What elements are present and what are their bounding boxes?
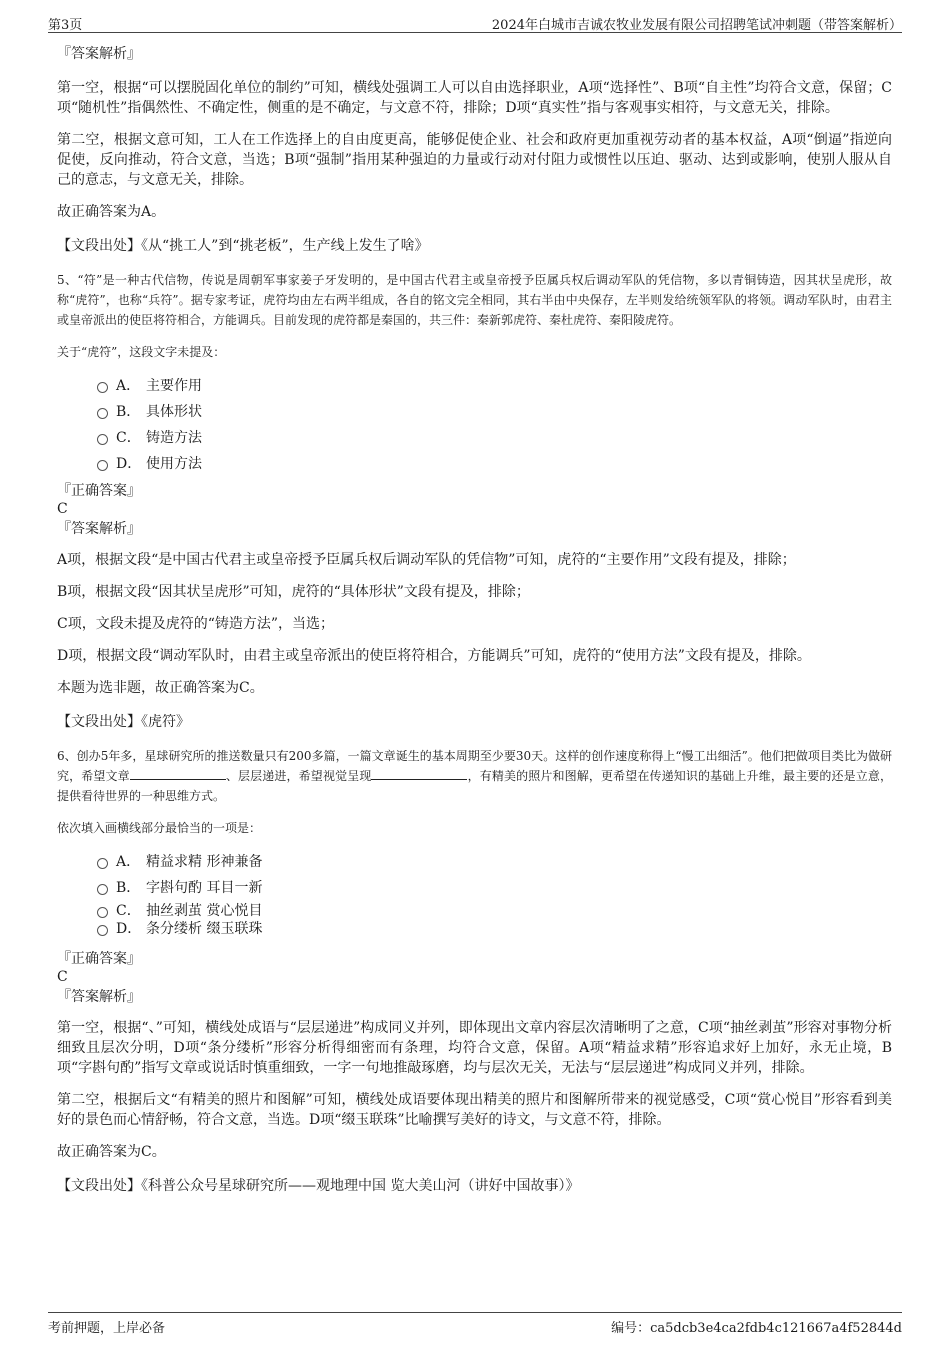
q6-option-a[interactable]: A． 精益求精 形神兼备 [97, 848, 892, 874]
q6-option-c[interactable]: C． 抽丝剥茧 赏心悦目 [97, 900, 892, 920]
q4-analysis-label: 『答案解析』 [57, 46, 141, 62]
q6-correct-answer: C [57, 969, 68, 985]
page-number: 第3页 [48, 18, 83, 33]
radio-icon[interactable] [97, 925, 108, 936]
option-text: 条分缕析 缀玉联珠 [146, 921, 263, 937]
q6-options [97, 848, 892, 936]
q5-correct-answer: C [57, 501, 68, 517]
q5-option-b[interactable]: B． 具体形状 [97, 398, 892, 424]
option-text: 具体形状 [146, 404, 202, 420]
document-body [57, 44, 892, 1196]
q5-analysis-c: C项，文段未提及虎符的“铸造方法”，当选； [57, 616, 335, 632]
footer-slogan: 考前押题，上岸必备 [48, 1321, 166, 1336]
q5-option-d[interactable]: D． 使用方法 [97, 450, 892, 476]
radio-icon[interactable] [97, 858, 108, 869]
q4-analysis-p2: 第二空，根据文意可知，工人在工作选择上的自由度更高，能够促使企业、社会和政府更加重视劳动者的基本权益，A项“倒逼”指逆向促使，反向推动，符合文意，当选；B项“强制”指用某种强迫的力量或行动对付阻力或惯性以压迫、驱动、达到或影响，使别人服从自己的意志，与文意无关，排除。 [57, 132, 892, 188]
q4-source: 【文段出处】《从“挑工人”到“挑老板”，生产线上发生了啥》 [57, 238, 429, 254]
option-text: 字斟句酌 耳目一新 [146, 880, 263, 896]
q5-source: 【文段出处】《虎符》 [57, 714, 190, 730]
blank-2 [371, 767, 467, 780]
option-text: 主要作用 [146, 378, 202, 394]
option-text: 抽丝剥茧 赏心悦目 [146, 903, 263, 919]
radio-icon[interactable] [97, 382, 108, 393]
q5-correct-label: 『正确答案』 [57, 483, 141, 499]
q5-option-a[interactable]: A． 主要作用 [97, 372, 892, 398]
q4-analysis-p1: 第一空，根据“可以摆脱固化单位的制约”可知，横线处强调工人可以自由选择职业，A项“选择性”、B项“自主性”均符合文意，保留；C项“随机性”指偶然性、不确定性，侧重的是不确定，与文意不符，排除；D项“真实性”指与客观事实相符，与文意无关，排除。 [57, 80, 892, 116]
q6-stem: 6、创办5年多，星球研究所的推送数量只有200多篇，一篇文章诞生的基本周期至少要30天。这样的创作速度称得上“慢工出细活”。他们把做项目类比为做研究，希望文章 、层层递进，希望视觉呈现 ，有精美的照片和图解，更希望在传递知识的基础上升维，最主要的还是立意，提供看待世界的一种思维方式。 [57, 749, 892, 803]
q6-analysis-p2: 第二空，根据后文“有精美的照片和图解”可知，横线处成语要体现出精美的照片和图解所带来的视觉感受，C项“赏心悦目”形容看到美好的景色而心情舒畅，符合文意，当选。D项“缀玉联珠”比喻撰写美好的诗文，与文意不符，排除。 [57, 1092, 892, 1128]
option-text: 精益求精 形神兼备 [146, 854, 263, 870]
q6-question: 依次填入画横线部分最恰当的一项是： [57, 821, 262, 835]
q6-correct-label: 『正确答案』 [57, 951, 141, 967]
q6-option-d[interactable]: D． 条分缕析 缀玉联珠 [97, 920, 892, 936]
q6-analysis-p3: 故正确答案为C。 [57, 1144, 166, 1160]
radio-icon[interactable] [97, 884, 108, 895]
radio-icon[interactable] [97, 460, 108, 471]
document-title: 2024年白城市吉诚农牧业发展有限公司招聘笔试冲刺题（带答案解析） [491, 18, 902, 33]
q5-question: 关于“虎符”，这段文字未提及： [57, 345, 226, 359]
radio-icon[interactable] [97, 907, 108, 918]
page-footer [48, 1312, 902, 1335]
q5-analysis-d: D项，根据文段“调动军队时，由君主或皇帝派出的使臣将符相合，方能调兵”可知，虎符的“使用方法”文段有提及，排除。 [57, 648, 811, 664]
q5-analysis-label: 『答案解析』 [57, 521, 141, 537]
q5-analysis-conclusion: 本题为选非题，故正确答案为C。 [57, 680, 264, 696]
q5-analysis-a: A项，根据文段“是中国古代君主或皇帝授予臣属兵权后调动军队的凭信物”可知，虎符的“主要作用”文段有提及，排除； [57, 552, 796, 568]
q6-option-b[interactable]: B． 字斟句酌 耳目一新 [97, 874, 892, 900]
q6-source: 【文段出处】《科普公众号星球研究所——观地理中国 览大美山河（讲好中国故事）》 [57, 1178, 580, 1194]
page-header [48, 12, 902, 33]
q5-option-c[interactable]: C． 铸造方法 [97, 424, 892, 450]
q4-analysis-p3: 故正确答案为A。 [57, 204, 166, 220]
option-text: 使用方法 [146, 456, 202, 472]
blank-1 [130, 767, 226, 780]
q5-stem: 5、“符”是一种古代信物，传说是周朝军事家姜子牙发明的，是中国古代君主或皇帝授予臣属兵权后调动军队的凭信物，多以青铜铸造，因其状呈虎形，故称“虎符”，也称“兵符”。据专家考证，虎符均由左右两半组成，各自的铭文完全相同，其右半由中央保存，左半则发给统领军队的将领。调动军队时，由君主或皇帝派出的使臣将符相合，方能调兵。目前发现的虎符都是秦国的，共三件：秦新郭虎符、秦杜虎符、秦阳陵虎符。 [57, 273, 892, 327]
document-id: 编号：ca5dcb3e4ca2fdb4c121667a4f52844d [611, 1321, 902, 1336]
q6-analysis-p1: 第一空，根据“、”可知，横线处成语与“层层递进”构成同义并列，即体现出文章内容层次清晰明了之意，C项“抽丝剥茧”形容对事物分析细致且层次分明，D项“条分缕析”形容分析得细密而有条理，均符合文意，保留。A项“精益求精”形容追求好上加好，永无止境，B项“字斟句酌”指写文章或说话时慎重细致，一字一句地推敲琢磨，均与层次无关，无法与“层层递进”构成同义并列，排除。 [57, 1020, 892, 1076]
q5-options [97, 372, 892, 476]
q5-analysis-b: B项，根据文段“因其状呈虎形”可知，虎符的“具体形状”文段有提及，排除； [57, 584, 530, 600]
radio-icon[interactable] [97, 408, 108, 419]
q6-analysis-label: 『答案解析』 [57, 989, 141, 1005]
option-text: 铸造方法 [146, 430, 202, 446]
radio-icon[interactable] [97, 434, 108, 445]
